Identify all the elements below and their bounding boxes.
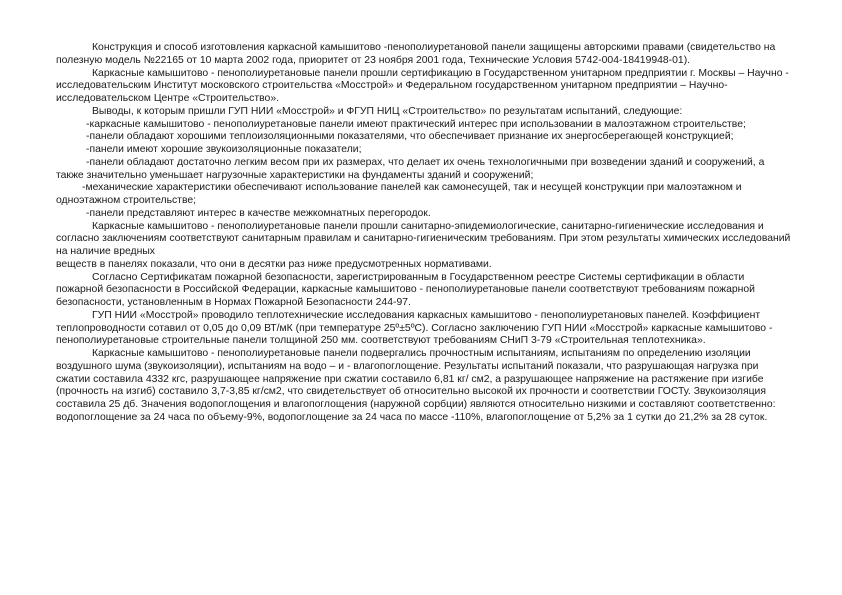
list-item-low-rise-interest: -каркасные камышитово - пенополиуретановые панели имеют практический интерес при использовании в малоэтажном строительстве; xyxy=(86,118,746,130)
paragraph-strength-tests: Каркасные камышитово - пенополиуретановые панели подвергались прочностным испытаниям, испытаниям по определению изоляции воздушного шума (звукоизоляции), испытаниям на водо – и - влагопоглощение. Результаты испытаний показали, что разрушающая нагрузка при сжатии составила 4332 кгс, разрушающее напряжение при сжатии составило 6,81 кг/ см2, а разрушающее напряжение на растяжение при изгибе (прочность на изгиб) составило 3,7-3,85 кг/см2, что свидетельствует об относительно высокой их прочности и соответствии ГОСТу. Звукоизоляция составила 25 дб. Значения водопоглощения и влагопоглощения (наружной сорбции) являются относительно низкими и составляют соответственно: водопоглощение за 24 часа по объему-9%, водопоглощение за 24 часа по массе -110%, влагопоглощение от 5,2% за 1 сутки до 21,2% за 28 суток. xyxy=(56,348,776,423)
paragraph-certification: Каркасные камышитово - пенополиуретановые панели прошли сертификацию в Государственном унитарном предприятии г. Москвы – Научно - исследовательским Институт московского строительства «Мосстрой» и Федеральном государственном унитарном предприятии – Научно-исследовательском Центре «Строительство». xyxy=(56,67,789,104)
paragraph-conclusions-intro: Выводы, к которым пришли ГУП НИИ «Мосстрой» и ФГУП НИЦ «Строительство» по результатам испытаний, следующие: xyxy=(92,105,683,117)
paragraph-sanitary: Каркасные камышитово - пенополиуретановые панели прошли санитарно-эпидемиологические, санитарно-гигиенические исследования и согласно заключениям соответствуют санитарным правилам и санитарно-гигиеническим требованиям. При этом результаты химических исследований на наличие вредных xyxy=(56,220,791,257)
list-item-partitions: -панели представляют интерес в качестве межкомнатных перегородок. xyxy=(86,207,431,219)
paragraph-sanitary-continued: веществ в панелях показали, что они в десятки раз ниже предусмотренных нормативами. xyxy=(56,258,492,270)
list-item-sound-insulation: -панели имеют хорошие звукоизоляционные показатели; xyxy=(86,144,362,155)
paragraph-fire-safety: Согласно Сертификатам пожарной безопасности, зарегистрированным в Государственном реестре Системы сертификации в области пожарной безопасности в Российской Федерации, каркасные камышитово - пенополиуретановые панели соответствуют требованиям пожарной безопасности, установленным в Нормах Пожарной Безопасности 244-97. xyxy=(56,271,755,308)
list-item-mechanical: -механические характеристики обеспечивают использование панелей как самонесущей, так и несущей конструкции при малоэтажном и одноэтажном строительстве; xyxy=(56,182,742,206)
list-item-thermal-insulation: -панели обладают хорошими теплоизоляционными показателями, что обеспечивает признание их энергосберегающей конструкцией; xyxy=(86,131,734,143)
paragraph-copyright: Конструкция и способ изготовления каркасной камышитово -пенополиуретановой панели защищены авторскими правами (свидетельство на полезную модель №22165 от 10 марта 2002 года, приоритет от 23 ноября 2001 года, Технические Условия 5742-004-18419948-01). xyxy=(56,42,776,66)
document-page xyxy=(56,42,792,425)
paragraph-thermal-research: ГУП НИИ «Мосстрой» проводило теплотехнические исследования каркасных камышитово - пенополиуретановых панелей. Коэффициент теплопроводности сотавил от 0,05 до 0,09 ВТ/мК (при температуре 25º±5ºС). Согласно заключению ГУП НИИ «Мосстрой» каркасные камышитово - пенополиуретановые строительные панели толщиной 250 мм. соответствуют требованиям СНиП 3-79 «Строительная теплотехника». xyxy=(56,309,773,347)
list-item-light-weight: -панели обладают достаточно легким весом при их размерах, что делает их очень технологичными при возведении зданий и сооружений, а также значительно уменьшает нагрузочные характеристики на фундаменты зданий и сооружений; xyxy=(56,156,765,181)
